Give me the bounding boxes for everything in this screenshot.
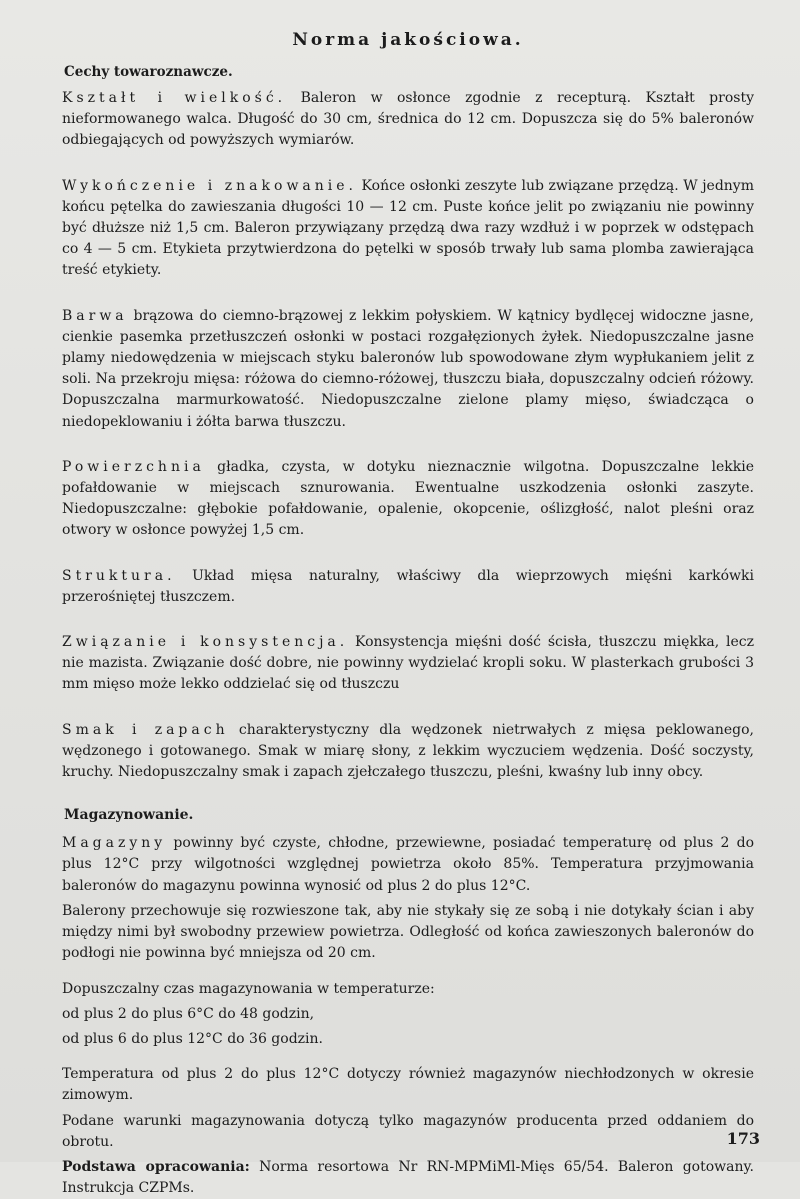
list-item-czas-2: od plus 6 do plus 12°C do 36 godzin. xyxy=(62,1030,323,1047)
paragraph-balerony: Balerony przechowuje się rozwieszone tak, aby nie stykały się ze sobą i nie dotykały ścian i aby między nimi był swobodny przewiew powietrza. Odległość od końca zawieszonych baleronów do podłogi nie powinna być mniejsza od 20 cm. xyxy=(62,902,754,962)
paragraph-label: Wykończenie i znakowanie. xyxy=(62,177,357,194)
page-number: 173 xyxy=(726,1129,760,1148)
paragraph-czas-intro: Dopuszczalny czas magazynowania w temperaturze: xyxy=(62,980,435,997)
paragraph-text: brązowa do ciemno-brązowej z lekkim połyskiem. W kątnicy bydlęcej widoczne jasne, cienkie pasemka przetłuszczeń osłonki w postaci rozgałęzionych żyłek. Niedopuszczalne jasne plamy niedowędzenia w miejscach styku baleronów lub spowodowane złym wypłukaniem jelit z soli. Na przekroju mięsa: różowa do ciemno-różowej, tłuszczu biała, dopuszczalny odcień różowy. Dopuszczalna marmurkowatość. Niedopuszczalne zielone plamy mięso, świadcząca o niedopeklowaniu i żółta barwa tłuszczu. xyxy=(62,307,754,430)
paragraph-label: Magazyny xyxy=(62,835,167,852)
paragraph-podane: Podane warunki magazynowania dotyczą tylko magazynów producenta przed oddaniem do obrotu. xyxy=(62,1112,754,1150)
paragraph-label: Struktura. xyxy=(62,567,176,584)
section-heading-magazynowanie: Magazynowanie. xyxy=(64,807,194,824)
paragraph-wykonczenie xyxy=(62,176,754,282)
paragraph-magazyny xyxy=(62,833,754,897)
paragraph-smak xyxy=(62,720,754,784)
paragraph-ksztalt xyxy=(62,88,754,152)
paragraph-label: Smak i zapach xyxy=(62,721,229,738)
paragraph-label: Powierzchnia xyxy=(62,458,205,475)
paragraph-text: Norma resortowa Nr RN-MPMiMl-Mięs 65/54. Baleron gotowany. Instrukcja CZPMs. xyxy=(62,1158,755,1197)
paragraph-powierzchnia xyxy=(62,457,754,542)
paragraph-podstawa xyxy=(62,1157,754,1199)
section-heading-cechy: Cechy towaroznawcze. xyxy=(64,64,233,80)
paragraph-label: Związanie i konsystencja. xyxy=(62,634,349,651)
paragraph-barwa xyxy=(62,306,754,433)
paragraph-text: Baleron w osłonce zgodnie z recepturą. Kształt prosty nieformowanego walca. Długość do 30 cm, średnica do 12 cm. Dopuszcza się do 5% baleronów odbiegających od powyższych wymiarów. xyxy=(62,90,754,149)
paragraph-temperatura: Temperatura od plus 2 do plus 12°C dotyczy również magazynów niechłodzonych w okresie zimowym. xyxy=(62,1066,754,1104)
paragraph-text: Układ mięsa naturalny, właściwy dla wieprzowych mięśni karkówki przerośniętej tłuszczem. xyxy=(62,567,754,605)
paragraph-label: Barwa xyxy=(62,307,128,324)
page-title: Norma jakościowa. xyxy=(292,30,524,50)
paragraph-text: Konsystencja mięśni dość ścisła, tłuszczu miękka, lecz nie mazista. Związanie dość dobre, nie powinny wydzielać kropli soku. W plasterkach grubości 3 mm mięso może lekko oddzielać się od tłuszczu xyxy=(62,634,755,693)
paragraph-label: Podstawa opracowania: xyxy=(62,1158,250,1175)
paragraph-zwiazanie xyxy=(62,632,754,696)
paragraph-struktura xyxy=(62,566,754,608)
paragraph-text: charakterystyczny dla wędzonek nietrwałych z mięsa peklowanego, wędzonego i gotowanego. Smak w miarę słony, z lekkim wyczuciem wędzenia. Dość soczysty, kruchy. Niedopuszczalny smak i zapach zjełczałego tłuszczu, pleśni, kwaśny lub inny obcy. xyxy=(62,721,754,781)
paragraph-text: Końce osłonki zeszyte lub związane przędzą. W jednym końcu pętelka do zawieszania długości 10 — 12 cm. Puste końce jelit po związaniu nie powinny być dłuższe niż 1,5 cm. Baleron przywiązany przędzą dwa razy wzdłuż i w poprzek w odstępach co 4 — 5 cm. Etykieta przytwierdzona do pętelki w sposób trwały lub sama plomba zawierająca treść etykiety. xyxy=(62,177,754,279)
list-item-czas-1: od plus 2 do plus 6°C do 48 godzin, xyxy=(62,1005,315,1022)
paragraph-text: powinny być czyste, chłodne, przewiewne, posiadać temperaturę od plus 2 do plus 12°C przy wilgotności względnej powietrza około 85%. Temperatura przyjmowania baleronów do magazynu powinna wynosić od plus 2 do plus 12°C. xyxy=(62,835,754,894)
paragraph-label: Kształt i wielkość. xyxy=(62,90,287,106)
paragraph-text: gładka, czysta, w dotyku nieznacznie wilgotna. Dopuszczalne lekkie pofałdowanie w miejscach sznurowania. Ewentualne uszkodzenia osłonki zaszyte. Niedopuszczalne: głębokie pofałdowanie, opalenie, okopcenie, oślizgłość, nalot pleśni oraz otwory w osłonce powyżej 1,5 cm. xyxy=(62,458,754,539)
